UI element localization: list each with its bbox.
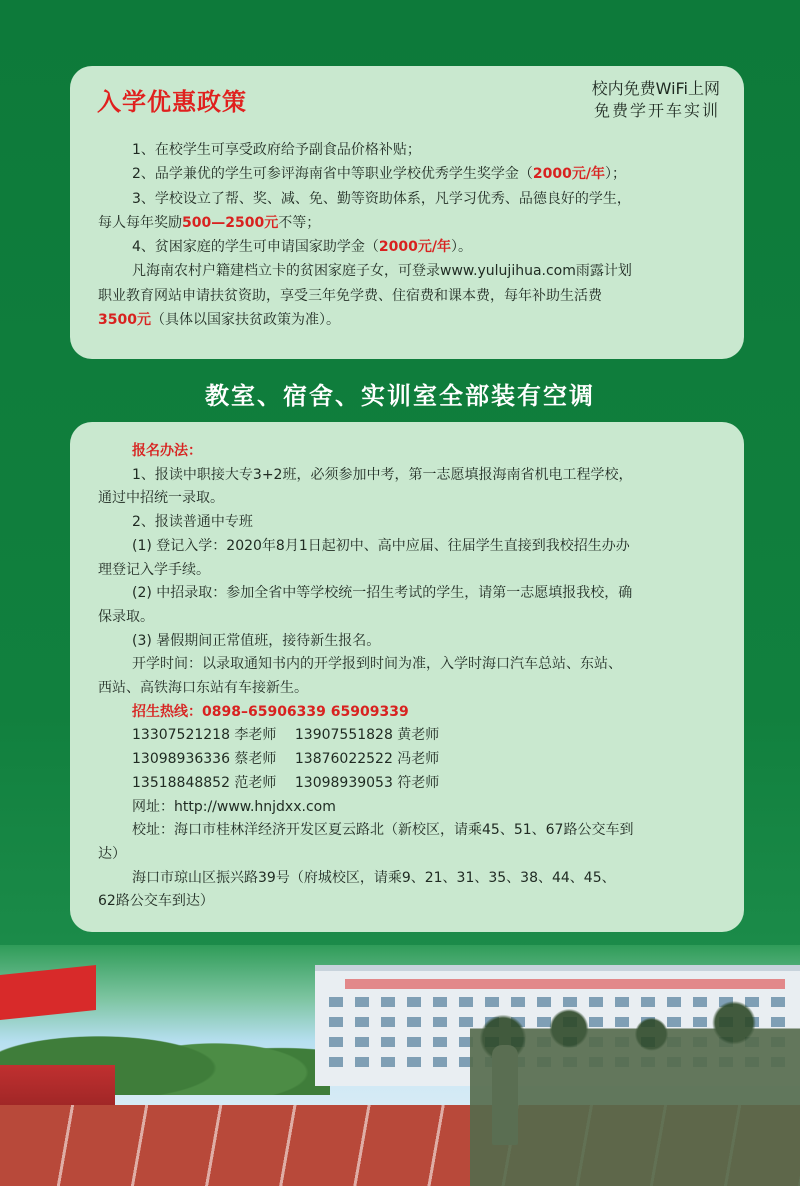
enroll-line-10: 西站、高铁海口东站有车接新生。 xyxy=(98,680,308,697)
policy-item-3-end: 不等； xyxy=(278,214,321,231)
enroll-line-2: 通过中招统一录取。 xyxy=(98,490,224,507)
driving-note: 免费学开车实训 xyxy=(593,101,720,120)
enroll-line-5: 理登记入学手续。 xyxy=(98,561,210,578)
students-in-uniform xyxy=(470,1000,800,1186)
policy-item-1: 1、在校学生可享受政府给予副食品价格补贴； xyxy=(132,142,421,158)
air-conditioning-banner: 教室、宿舍、实训室全部装有空调 xyxy=(205,382,595,410)
enroll-line-4: (1) 登记入学：2020年8月1日起初中、高中应届、往届学生直接到我校招生办办 xyxy=(132,537,630,554)
poverty-para-line-3 xyxy=(98,308,728,332)
policy-item-4-end: ）。 xyxy=(450,239,472,256)
scholarship-amount: 2000元/年 xyxy=(532,166,605,183)
policy-title: 入学优惠政策 xyxy=(97,88,247,116)
wifi-note: 校内免费WiFi上网 xyxy=(591,79,720,98)
policy-item-2-text: 2、品学兼优的学生可参评海南省中等职业学校优秀学生奖学金（ xyxy=(132,166,533,183)
website: 网址：http://www.hnjdxx.com xyxy=(132,798,336,815)
poverty-para-line-1: 凡海南农村户籍建档立卡的贫困家庭子女，可登录www.yulujihua.com雨露计划 xyxy=(132,263,632,280)
enroll-line-1: 1、报读中职接大专3+2班，必须参加中考，第一志愿填报海南省机电工程学校， xyxy=(132,466,633,483)
enroll-line-3: 2、报读普通中专班 xyxy=(132,514,253,531)
policy-item-2-end: ）； xyxy=(604,166,626,183)
enroll-line-7: 保录取。 xyxy=(98,608,154,625)
enroll-line-9: 开学时间：以录取通知书内的开学报到时间为准，入学时海口汽车总站、东站、 xyxy=(132,656,622,673)
address-line-4: 62路公交车到达） xyxy=(98,893,214,910)
poverty-para-end: （具体以国家扶贫政策为准）。 xyxy=(150,312,340,329)
building-sign xyxy=(345,979,785,989)
living-subsidy-amount: 3500元 xyxy=(98,312,151,329)
enroll-line-8: (3) 暑假期间正常值班，接待新生报名。 xyxy=(132,632,381,649)
enrollment-heading: 报名办法： xyxy=(132,443,202,459)
corner-note xyxy=(592,78,720,122)
campus-photo xyxy=(0,945,800,1186)
policy-item-4 xyxy=(98,235,728,259)
grant-amount: 2000元/年 xyxy=(378,239,451,256)
policy-item-2 xyxy=(98,162,728,186)
contact-row-1: 13307521218 李老师 13907551828 黄老师 xyxy=(132,727,440,744)
policy-item-3-cont xyxy=(98,211,728,235)
address-line-3: 海口市琼山区振兴路39号（府城校区，请乘9、21、31、35、38、44、45、 xyxy=(132,869,616,886)
enrollment-card xyxy=(70,422,744,932)
policy-item-3: 3、学校设立了帮、奖、减、免、勤等资助体系，凡学习优秀、品德良好的学生， xyxy=(132,190,631,207)
address-line-1: 校址：海口市桂林洋经济开发区夏云路北（新校区，请乘45、51、67路公交车到 xyxy=(132,822,634,839)
policy-card xyxy=(70,66,744,359)
contact-row-3: 13518848852 范老师 13098939053 符老师 xyxy=(132,774,440,791)
standing-student xyxy=(492,1045,518,1145)
address-line-2: 达） xyxy=(98,845,126,862)
policy-body xyxy=(98,138,728,332)
poverty-para-line-2: 职业教育网站申请扶贫资助，享受三年免学费、住宿费和课本费，每年补助生活费 xyxy=(98,287,602,304)
policy-item-3-text: 每人每年奖励 xyxy=(98,214,182,231)
policy-item-4-text: 4、贫困家庭的学生可申请国家助学金（ xyxy=(132,239,379,256)
reward-amount: 500—2500元 xyxy=(182,214,279,231)
enrollment-body xyxy=(98,440,728,914)
hotline: 招生热线：0898–65906339 65909339 xyxy=(132,703,409,720)
enroll-line-6: (2) 中招录取：参加全省中等学校统一招生考试的学生，请第一志愿填报我校，确 xyxy=(132,585,633,602)
contact-row-2: 13098936336 蔡老师 13876022522 冯老师 xyxy=(132,751,440,768)
